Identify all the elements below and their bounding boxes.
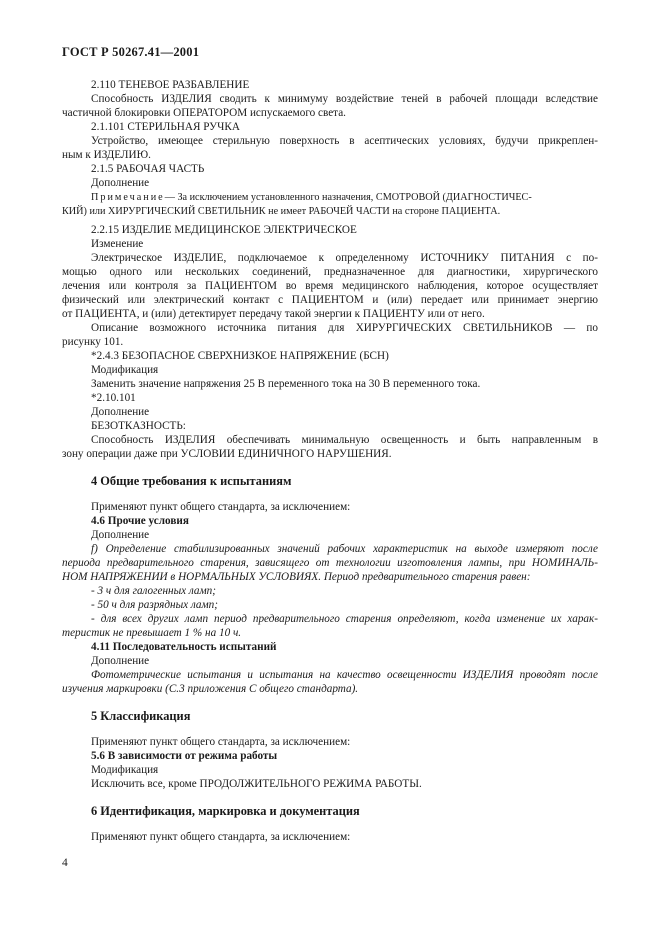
section-heading-4: 4 Общие требования к испытаниям [91, 474, 292, 488]
change-type-label: Дополнение [91, 529, 150, 541]
change-type-label: Модификация [91, 364, 159, 376]
paragraph-line: Электрическое ИЗДЕЛИЕ, подключаемое к определенному ИСТОЧНИКУ ПИТАНИЯ с по- [91, 252, 598, 264]
note-line [91, 191, 598, 205]
paragraph-line: мощью одного или нескольких соединений, предназначенное для диагностики, хирургического [62, 266, 598, 278]
subsection-heading-4-11: 4.11 Последовательность испытаний [91, 641, 277, 653]
list-item: - 50 ч для разрядных ламп; [91, 599, 218, 611]
change-type-label: Дополнение [91, 406, 150, 418]
list-item-continuation: теристик не превышает 1 % на 10 ч. [62, 627, 242, 639]
paragraph-line: лечения или контроля за ПАЦИЕНТОМ во время медицинского наблюдения, которое осуществляет [62, 280, 598, 292]
paragraph-line: Описание возможного источника питания для ХИРУРГИЧЕСКИХ СВЕТИЛЬНИКОВ — по [91, 322, 598, 334]
paragraph-line: Заменить значение напряжения 25 В переменного тока на 30 В переменного тока. [91, 378, 481, 390]
document-number-header: ГОСТ Р 50267.41—2001 [62, 45, 200, 59]
term-title-2-1-5: 2.1.5 РАБОЧАЯ ЧАСТЬ [91, 163, 205, 175]
term-title-2-110: 2.110 ТЕНЕВОЕ РАЗБАВЛЕНИЕ [91, 79, 250, 91]
note-label: Примечание [91, 192, 165, 203]
paragraph-line: Устройство, имеющее стерильную поверхность в асептических условиях, будучи прикреплен- [91, 135, 598, 147]
paragraph-line: Применяют пункт общего стандарта, за исключением: [91, 831, 351, 843]
paragraph-line: Фотометрические испытания и испытания на качество освещенности ИЗДЕЛИЯ проводят после [91, 669, 598, 681]
paragraph-line: Способность ИЗДЕЛИЯ сводить к минимуму воздействие теней в рабочей площади вследствие [91, 93, 598, 105]
list-item: - 3 ч для галогенных ламп; [91, 585, 216, 597]
note-line: КИЙ) или ХИРУРГИЧЕСКИЙ СВЕТИЛЬНИК не имеет РАБОЧЕЙ ЧАСТИ на стороне ПАЦИЕНТА. [62, 206, 501, 217]
paragraph-line: от ПАЦИЕНТА, и (или) детектирует передачу такой энергии к ПАЦИЕНТУ или от него. [62, 308, 485, 320]
term-name: БЕЗОТКАЗНОСТЬ: [91, 420, 186, 432]
paragraph-line: периода предварительного старения, зависящего от технологии изготовления лампы, при НОМИНАЛЬ- [62, 557, 598, 569]
subsection-heading-4-6: 4.6 Прочие условия [91, 515, 189, 527]
paragraph-line: изучения маркировки (С.3 приложения С общего стандарта). [62, 683, 359, 695]
paragraph-line: частичной блокировки ОПЕРАТОРОМ испускаемого света. [62, 107, 346, 119]
paragraph-line: Применяют пункт общего стандарта, за исключением: [91, 736, 351, 748]
paragraph-line: Применяют пункт общего стандарта, за исключением: [91, 501, 351, 513]
paragraph-line: Способность ИЗДЕЛИЯ обеспечивать минимальную освещенность и быть направленным в [91, 434, 598, 446]
section-heading-5: 5 Классификация [91, 709, 191, 723]
section-heading-6: 6 Идентификация, маркировка и документация [91, 804, 360, 818]
change-type-label: Модификация [91, 764, 159, 776]
paragraph-line: Исключить все, кроме ПРОДОЛЖИТЕЛЬНОГО РЕЖИМА РАБОТЫ. [91, 778, 422, 790]
page-number: 4 [62, 857, 68, 869]
term-title-2-10-101: *2.10.101 [91, 392, 136, 404]
term-title-2-1-101: 2.1.101 СТЕРИЛЬНАЯ РУЧКА [91, 121, 240, 133]
paragraph-line: физический или электрический контакт с ПАЦИЕНТОМ и (или) передает или принимает энергию [62, 294, 598, 306]
paragraph-line: зону операции даже при УСЛОВИИ ЕДИНИЧНОГО НАРУШЕНИЯ. [62, 448, 392, 460]
list-item: - для всех других ламп период предварительного старения определяют, когда изменение их харак- [91, 613, 598, 625]
change-type-label: Дополнение [91, 177, 150, 189]
paragraph-line: f) Определение стабилизированных значений рабочих характеристик на выходе измеряют после [91, 543, 598, 555]
paragraph-line: НОМ НАПРЯЖЕНИИ в НОРМАЛЬНЫХ УСЛОВИЯХ. Период предварительного старения равен: [62, 571, 531, 583]
paragraph-line: ным к ИЗДЕЛИЮ. [62, 149, 151, 161]
subsection-heading-5-6: 5.6 В зависимости от режима работы [91, 750, 278, 762]
term-title-2-2-15: 2.2.15 ИЗДЕЛИЕ МЕДИЦИНСКОЕ ЭЛЕКТРИЧЕСКОЕ [91, 224, 357, 236]
paragraph-line: рисунку 101. [62, 336, 124, 348]
term-title-2-4-3: *2.4.3 БЕЗОПАСНОЕ СВЕРХНИЗКОЕ НАПРЯЖЕНИЕ (БСН) [91, 350, 389, 362]
change-type-label: Дополнение [91, 655, 150, 667]
note-text: — За исключением установленного назначения, СМОТРОВОЙ (ДИАГНОСТИЧЕС- [164, 192, 532, 203]
change-type-label: Изменение [91, 238, 144, 250]
